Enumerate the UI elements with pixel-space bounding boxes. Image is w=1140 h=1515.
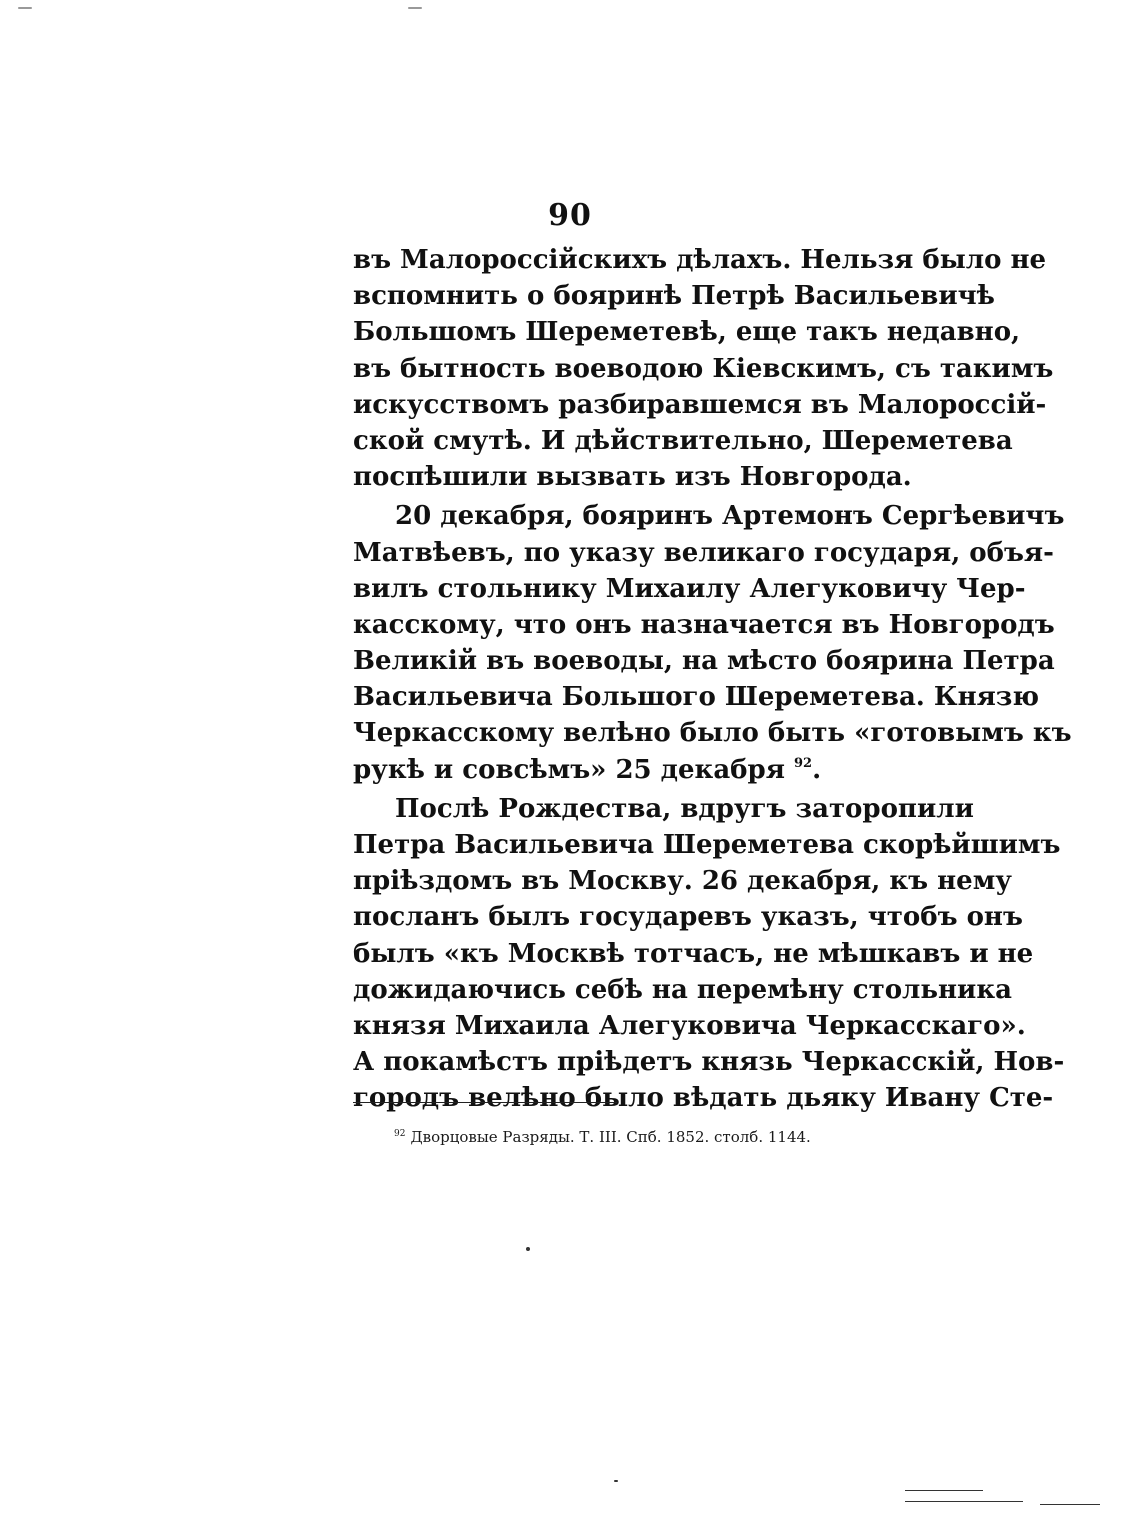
scan-edge-mark [905, 1501, 1023, 1502]
text-line: искусствомъ разбиравшемся въ Малороссій- [353, 389, 1047, 420]
scan-speck [18, 7, 32, 9]
text-line: Черкасскому велѣно было быть «готовымъ къ [353, 718, 1072, 749]
text-line: пріѣздомъ въ Москву. 26 декабря, къ нему [353, 866, 1012, 897]
text-line: Петра Васильевича Шереметева скорѣйшимъ [353, 830, 1061, 860]
text-line: касскому, что онъ назначается въ Новгородъ [353, 609, 1055, 640]
sentence-end: . [812, 754, 822, 785]
footnote-divider [353, 1102, 617, 1103]
body-text [353, 242, 1072, 1117]
scan-speck [526, 1247, 530, 1251]
text-line: рукѣ и совсѣмъ» 25 декабря [353, 754, 785, 785]
text-line: городъ велѣно было вѣдать дьяку Ивану Сте- [353, 1083, 1054, 1114]
text-line: въ Малороссійскихъ дѣлахъ. Нельзя было не [353, 245, 1047, 275]
text-line: Васильевича Большого Шереметева. Князю [353, 682, 1040, 713]
text-line: былъ «къ Москвѣ тотчасъ, не мѣшкавъ и не [353, 938, 1034, 969]
text-line: посланъ былъ государевъ указъ, чтобъ онъ [353, 902, 1023, 933]
page-number: 90 [548, 198, 592, 233]
text-line: Матвѣевъ, по указу великаго государя, объя- [353, 537, 1054, 568]
footnote-text: Дворцовые Разряды. Т. III. Спб. 1852. столб. 1144. [410, 1128, 811, 1146]
text-line: 20 декабря, бояринъ Артемонъ Сергѣевичъ [395, 501, 1065, 532]
text-line: Великій въ воеводы, на мѣсто боярина Петра [353, 646, 1055, 677]
text-line: поспѣшили вызвать изъ Новгорода. [353, 462, 912, 493]
text-line: вилъ стольнику Михаилу Алегуковичу Чер- [353, 573, 1026, 604]
scan-speck [408, 7, 422, 9]
scan-speck [614, 1480, 618, 1482]
text-line: вспомнить о бояринѣ Петрѣ Васильевичѣ [353, 281, 995, 312]
text-line: ской смутѣ. И дѣйствительно, Шереметева [353, 425, 1013, 456]
text-line: Послѣ Рождества, вдругъ заторопили [395, 793, 974, 824]
text-line: Большомъ Шереметевѣ, еще такъ недавно, [353, 317, 1021, 348]
scan-edge-mark [905, 1490, 983, 1491]
footnote-reference[interactable]: 92 [793, 755, 813, 771]
scan-edge-mark [1040, 1504, 1100, 1505]
text-line: дожидаючись себѣ на перемѣну стольника [353, 974, 1012, 1005]
footnote-mark: 92 [394, 1129, 406, 1139]
footnote [394, 1126, 914, 1148]
text-line: А покамѣстъ пріѣдетъ князь Черкасскій, Нов- [353, 1047, 1065, 1078]
text-line: въ бытность воеводою Кіевскимъ, съ такимъ [353, 353, 1054, 384]
text-line: князя Михаила Алегуковича Черкасскаго». [353, 1010, 1026, 1041]
text-line-with-footnote-ref [353, 752, 933, 788]
